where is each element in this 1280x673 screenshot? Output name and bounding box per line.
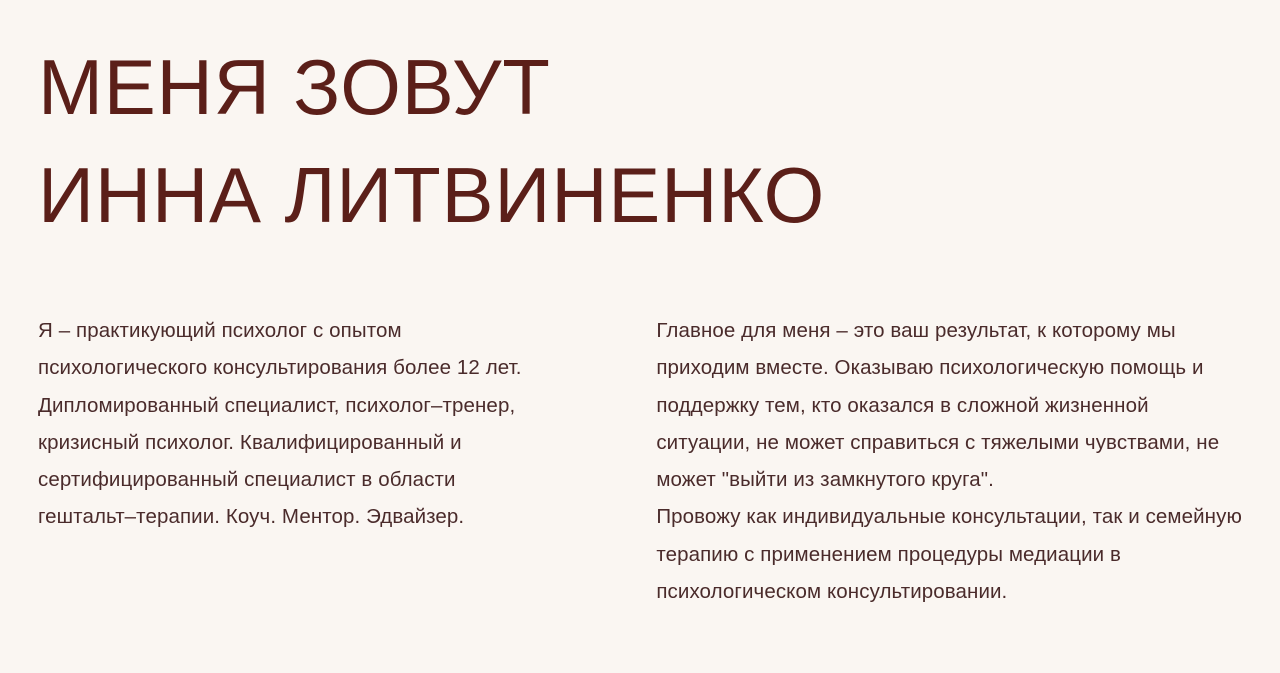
page-title-line-2: ИННА ЛИТВИНЕНКО <box>38 150 826 239</box>
about-text-columns <box>38 312 1248 610</box>
about-paragraph-right-2: Провожу как индивидуальные консультации, так и семейную терапию с применением процедуры медиации в психологическом консультировании. <box>656 505 1242 604</box>
about-column-left <box>38 312 553 610</box>
about-paragraph-right-1: Главное для меня – это ваш результат, к которому мы приходим вместе. Оказываю психологическую помощь и поддержку тем, кто оказался в сложной жизненной ситуации, не может справиться с тяжелыми чувствами, не может "выйти из замкнутого круга". <box>656 319 1220 492</box>
about-paragraph-left-1: Я – практикующий психолог с опытом психологического консультирования более 12 лет. Дипломированный специалист, психолог–тренер, кризисный психолог. Квалифицированный и сертифицированный специалист в области гештальт–терапии. Коуч. Ментор. Эдвайзер. <box>38 319 522 529</box>
about-column-right <box>656 312 1248 610</box>
page-title <box>38 34 1238 249</box>
page-title-line-1: МЕНЯ ЗОВУТ <box>38 43 551 131</box>
